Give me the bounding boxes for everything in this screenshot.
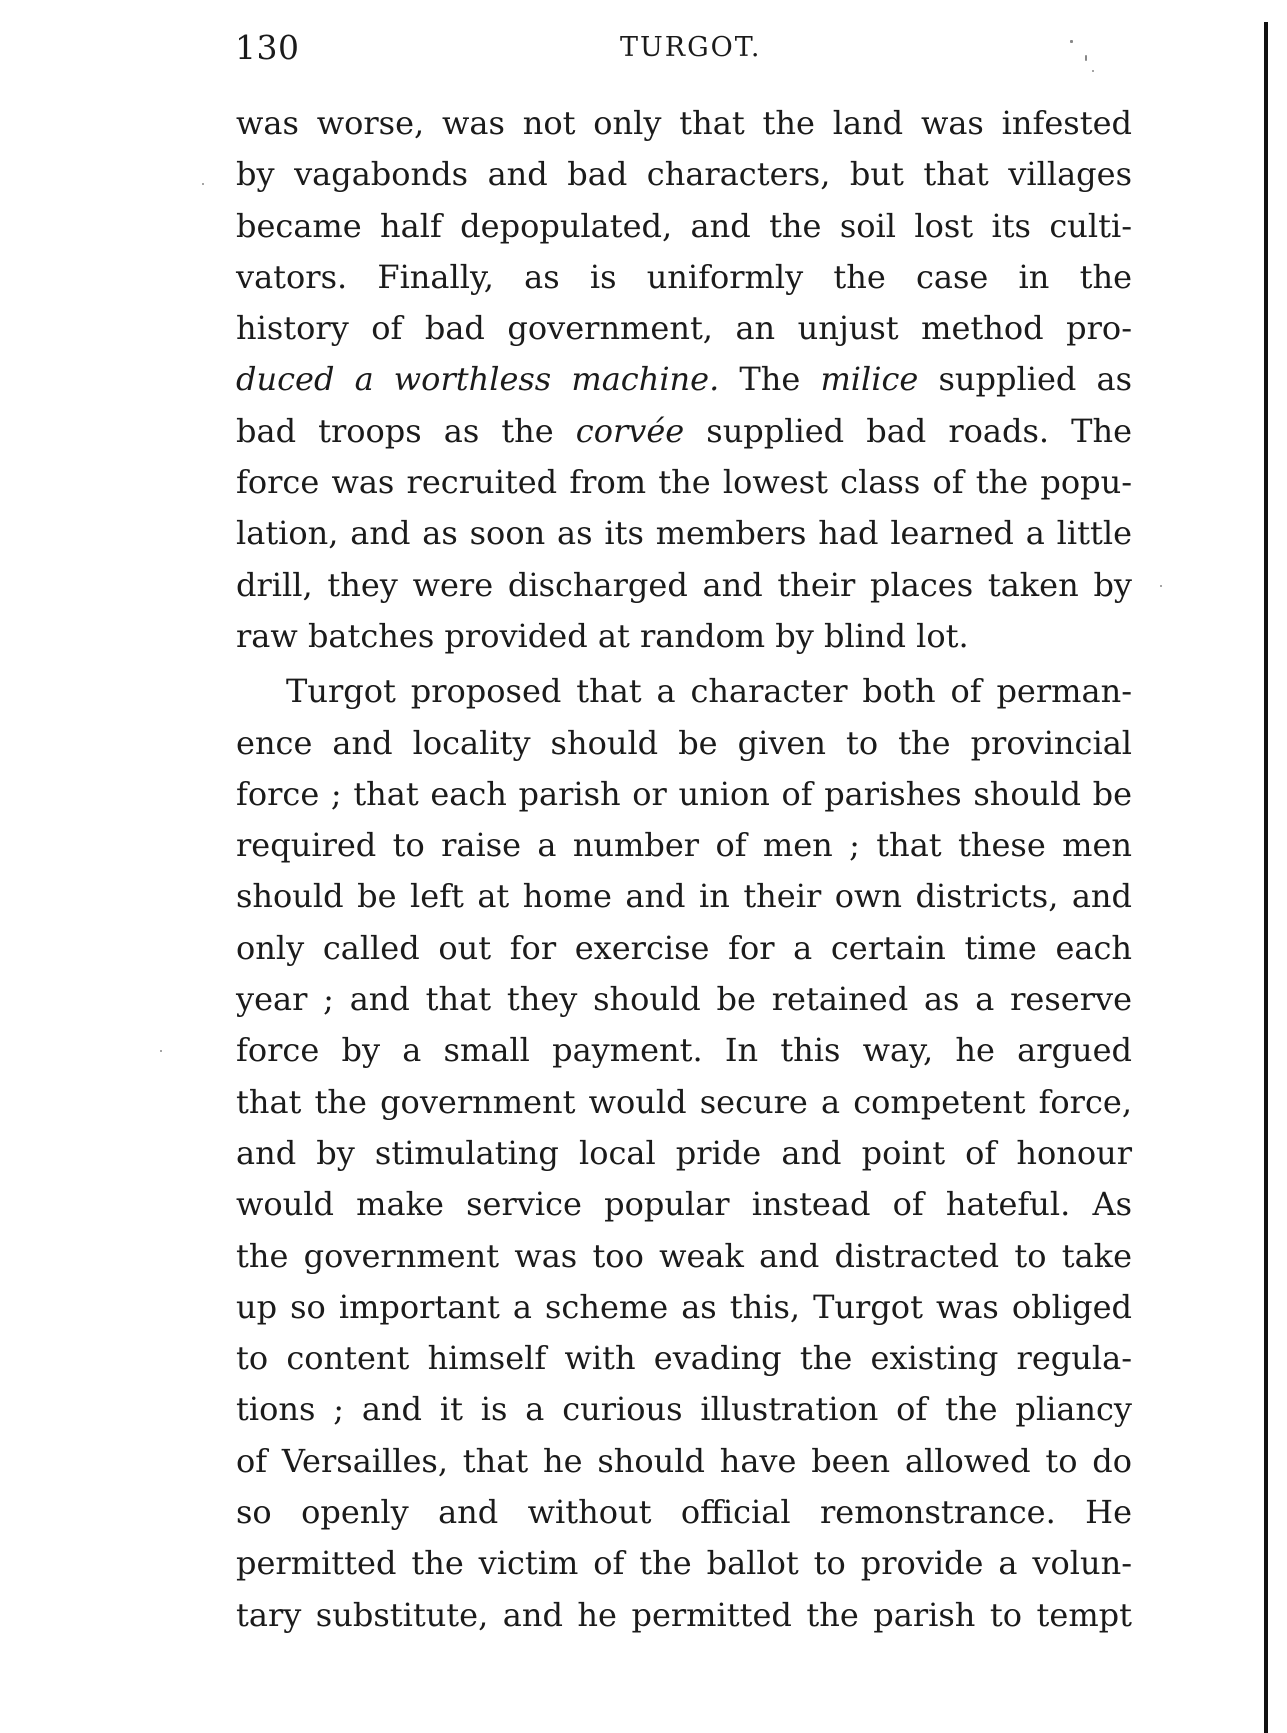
paragraph	[236, 666, 1132, 1641]
text-line: force was recruited from the lowest class of the popu-	[236, 463, 1132, 502]
text-line: ence and locality should be given to the provincial	[236, 723, 1132, 762]
text-line: tions ; and it is a curious illustration of the pliancy	[236, 1390, 1132, 1429]
text-line: should be left at home and in their own districts, and	[236, 877, 1132, 916]
text-line: force ; that each parish or union of parishes should be	[236, 774, 1132, 813]
text-line: raw batches provided at random by blind lot.	[236, 616, 969, 655]
page-header	[235, 28, 1135, 78]
text-line: up so important a scheme as this, Turgot was obliged	[236, 1287, 1132, 1326]
text-line: Turgot proposed that a character both of perman-	[286, 672, 1132, 711]
text-line: vators. Finally, as is uniformly the case in the	[236, 257, 1132, 296]
scan-speck	[202, 183, 204, 185]
text-line: so openly and without official remonstrance. He	[236, 1493, 1132, 1532]
page-edge-rule	[1264, 22, 1268, 1733]
text-line: tary substitute, and he permitted the parish to tempt	[236, 1595, 1132, 1634]
text-line: became half depopulated, and the soil lost its culti-	[236, 206, 1132, 245]
body-text	[236, 98, 1132, 1641]
text-line: year ; and that they should be retained as a reserve	[236, 980, 1132, 1019]
text-line: only called out for exercise for a certain time each	[236, 928, 1132, 967]
scan-speck	[1085, 55, 1087, 61]
text-line: duced a worthless machine. The milice supplied as	[236, 360, 1133, 399]
text-line: that the government would secure a competent force,	[236, 1082, 1132, 1121]
paragraph	[236, 98, 1132, 662]
text-line: the government was too weak and distracted to take	[236, 1236, 1132, 1275]
text-line: of Versailles, that he should have been allowed to do	[236, 1441, 1132, 1480]
text-line: required to raise a number of men ; that these men	[236, 826, 1132, 865]
text-line: lation, and as soon as its members had learned a little	[236, 514, 1132, 553]
text-line: force by a small payment. In this way, he argued	[236, 1031, 1132, 1070]
text-line: and by stimulating local pride and point of honour	[236, 1133, 1132, 1172]
text-line: would make service popular instead of hateful. As	[236, 1185, 1132, 1224]
text-line: drill, they were discharged and their places taken by	[236, 565, 1132, 604]
text-line: history of bad government, an unjust method pro-	[236, 309, 1132, 348]
scan-speck	[1160, 585, 1162, 587]
scan-speck	[1092, 70, 1094, 72]
text-line: was worse, was not only that the land was infested	[236, 104, 1132, 142]
text-line: permitted the victim of the ballot to provide a volun-	[236, 1544, 1132, 1583]
text-line: bad troops as the corvée supplied bad roads. The	[236, 411, 1132, 450]
text-line: to content himself with evading the existing regula-	[236, 1339, 1132, 1378]
text-line: by vagabonds and bad characters, but that villages	[236, 155, 1132, 194]
scan-speck	[160, 1050, 162, 1052]
page-number: 130	[235, 28, 300, 67]
running-head: TURGOT.	[620, 32, 762, 63]
scan-speck	[1070, 40, 1073, 43]
